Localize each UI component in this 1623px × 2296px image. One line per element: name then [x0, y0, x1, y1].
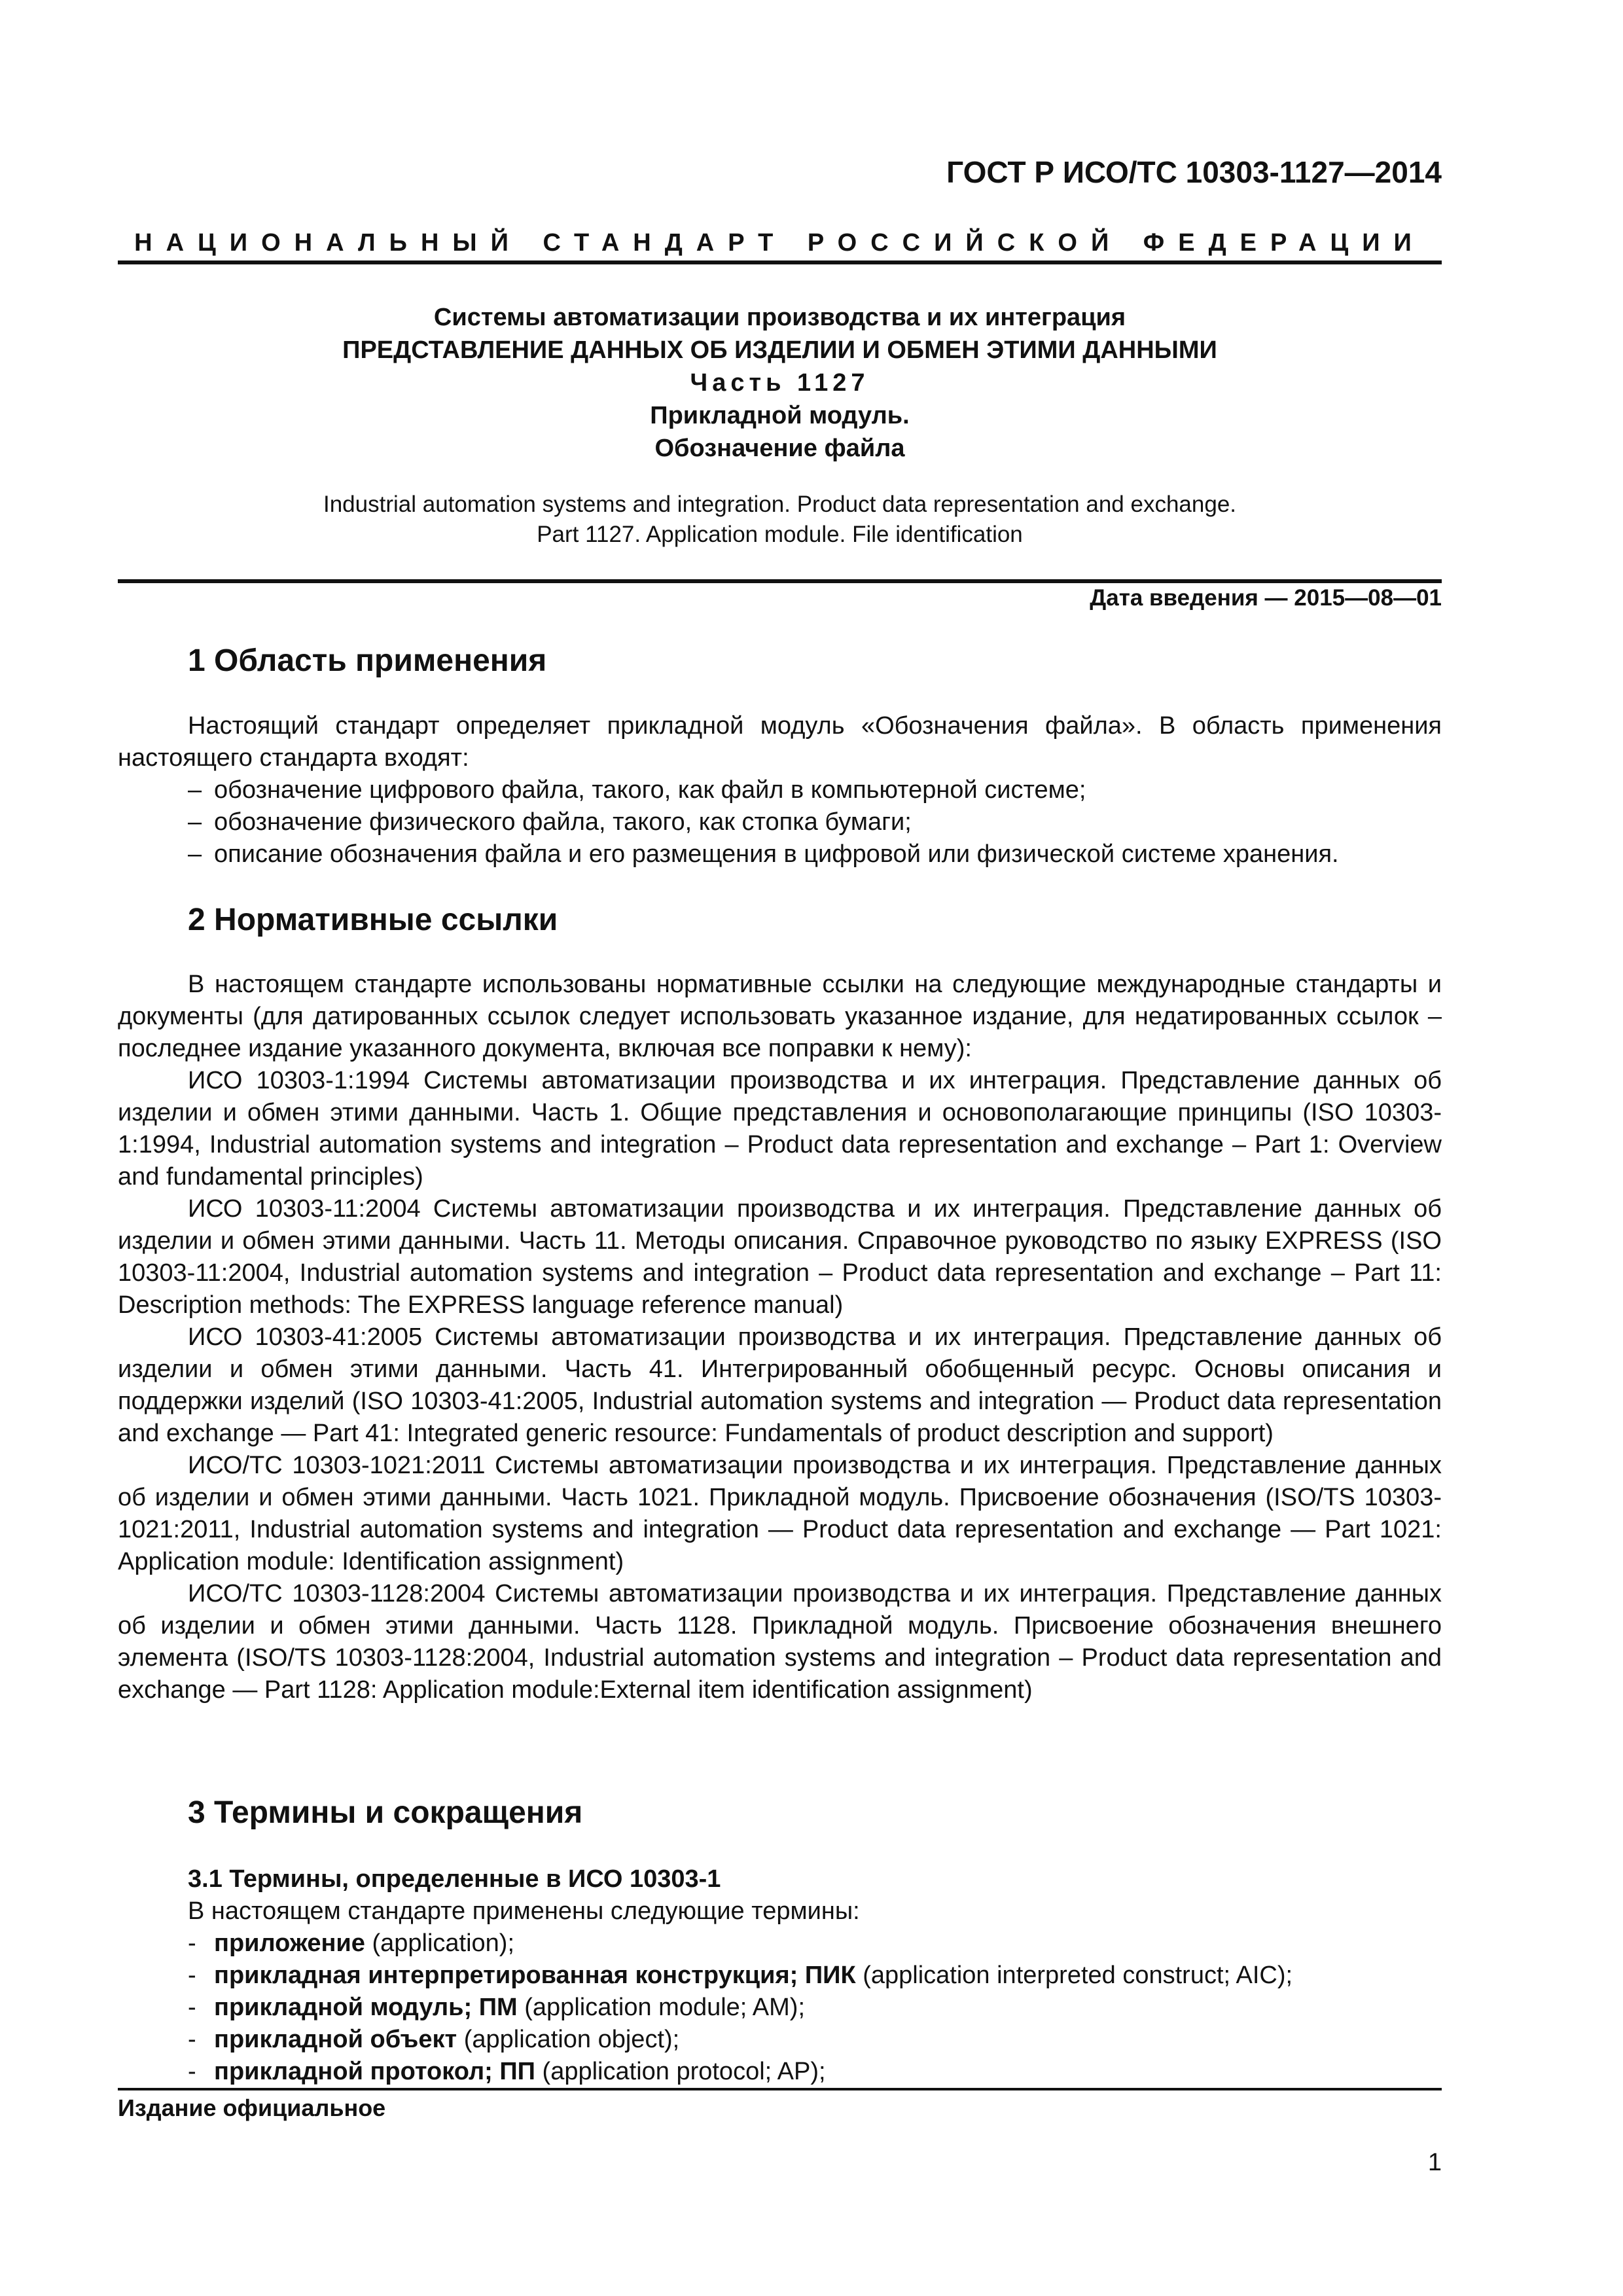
reference-item: ИСО/ТС 10303-1021:2011 Системы автоматизации производства и их интеграция. Представление данных об изделии и обмен этими данными. Часть 1021. Прикладной модуль. Присвоение обозначения (ISO/TS 10303-1021:2011, Industrial automation systems and integration — Product data representation and exchange — Part 1021: Application module: Identification assignment) — [118, 1452, 1442, 1575]
term-item — [118, 2024, 1442, 2056]
term-name: прикладной протокол; ПП — [214, 2058, 535, 2085]
english-title-line-1: Industrial automation systems and integration. Product data representation and exchange. — [323, 492, 1237, 517]
term-name: прикладной модуль; ПМ — [214, 1994, 518, 2021]
section-3-body — [118, 1863, 1442, 2088]
national-standard-banner: НАЦИОНАЛЬНЫЙ СТАНДАРТ РОССИЙСКОЙ ФЕДЕРАЦИИ — [134, 229, 1425, 257]
footer-divider — [118, 2088, 1442, 2090]
hyphen-marker: - — [188, 1994, 196, 2021]
introduction-date: Дата введения — 2015—08—01 — [1090, 585, 1442, 611]
list-item: – обозначение физического файла, такого, как стопка бумаги; — [118, 806, 1442, 838]
list-item: – обозначение цифрового файла, такого, как файл в компьютерной системе; — [118, 774, 1442, 806]
term-definition: (application interpreted construct; AIC); — [855, 1962, 1293, 1989]
term-definition: (application); — [365, 1929, 515, 1957]
dash-marker: – — [188, 808, 202, 836]
english-title — [118, 490, 1442, 550]
english-title-line-2: Part 1127. Application module. File identification — [537, 522, 1023, 547]
term-name: прикладной объект — [214, 2026, 457, 2053]
title-block — [118, 301, 1442, 465]
section-2-heading: 2 Нормативные ссылки — [188, 903, 558, 937]
section-1-heading: 1 Область применения — [188, 643, 547, 678]
term-name: приложение — [214, 1929, 365, 1957]
hyphen-marker: - — [188, 2026, 196, 2053]
hyphen-marker: - — [188, 1929, 196, 1957]
reference-item: ИСО/ТС 10303-1128:2004 Системы автоматизации производства и их интеграция. Представление данных об изделии и обмен этими данными. Часть 1128. Прикладной модуль. Присвоение обозначения внешнего элемента (ISO/TS 10303-1128:2004, Industrial automation systems and integration – Product data representation and exchange — Part 1128: Application module:External item identification assignment) — [118, 1580, 1442, 1704]
section-2-intro: В настоящем стандарте использованы нормативные ссылки на следующие международные стандарты и документы (для датированных ссылок следует использовать указанное издание, для недатированных ссылок – последнее издание указанного документа, включая все поправки к нему): — [118, 971, 1442, 1062]
term-definition: (application module; AM); — [517, 1994, 806, 2021]
hyphen-marker: - — [188, 1962, 196, 1989]
list-item: – описание обозначения файла и его размещения в цифровой или физической системе хранения. — [118, 838, 1442, 870]
title-line-2: ПРЕДСТАВЛЕНИЕ ДАННЫХ ОБ ИЗДЕЛИИ И ОБМЕН ЭТИМИ ДАННЫМИ — [342, 336, 1217, 364]
dash-marker: – — [188, 776, 202, 804]
official-edition-label: Издание официальное — [118, 2094, 386, 2121]
section-3-heading: 3 Термины и сокращения — [188, 1795, 583, 1830]
title-line-4: Прикладной модуль. — [650, 402, 910, 429]
term-item — [118, 1960, 1442, 1992]
document-code: ГОСТ Р ИСО/ТС 10303-1127—2014 — [946, 155, 1442, 189]
title-line-5: Обозначение файла — [654, 435, 905, 462]
reference-item: ИСО 10303-41:2005 Системы автоматизации производства и их интеграция. Представление данных об изделии и обмен этими данными. Часть 41. Интегрированный обобщенный ресурс. Основы описания и поддержки изделий (ISO 10303-41:2005, Industrial automation systems and integration — Product data representation and exchange — Part 41: Integrated generic resource: Fundamentals of product description and support) — [118, 1323, 1442, 1447]
title-part-number: Часть 1127 — [690, 369, 870, 397]
section-2-body — [118, 969, 1442, 1706]
section-3-intro: В настоящем стандарте применены следующие термины: — [188, 1897, 860, 1925]
section-1-body — [118, 710, 1442, 870]
reference-item: ИСО 10303-11:2004 Системы автоматизации производства и их интеграция. Представление данных об изделии и обмен этими данными. Часть 11. Методы описания. Справочное руководство по языку EXPRESS (ISO 10303-11:2004, Industrial automation systems and integration – Product data representation and exchange – Part 11: Description methods: The EXPRESS language reference manual) — [118, 1195, 1442, 1319]
dash-marker: – — [188, 840, 202, 868]
term-definition: (application object); — [457, 2026, 680, 2053]
subsection-3-1-heading: 3.1 Термины, определенные в ИСО 10303-1 — [188, 1865, 721, 1893]
title-divider — [118, 579, 1442, 583]
title-line-1: Системы автоматизации производства и их интеграция — [433, 304, 1126, 331]
page-number: 1 — [1427, 2149, 1442, 2176]
header-divider — [118, 260, 1442, 264]
section-1-intro: Настоящий стандарт определяет прикладной модуль «Обозначения файла». В область применения настоящего стандарта входят: — [118, 712, 1442, 772]
hyphen-marker: - — [188, 2058, 196, 2085]
term-item — [118, 1928, 1442, 1960]
term-name: прикладная интерпретированная конструкция; ПИК — [214, 1962, 856, 1989]
reference-item: ИСО 10303-1:1994 Системы автоматизации производства и их интеграция. Представление данных об изделии и обмен этими данными. Часть 1. Общие представления и основополагающие принципы (ISO 10303-1:1994, Industrial automation systems and integration – Product data representation and exchange – Part 1: Overview and fundamental principles) — [118, 1067, 1442, 1191]
term-item — [118, 1992, 1442, 2024]
term-item — [118, 2056, 1442, 2088]
term-definition: (application protocol; AP); — [535, 2058, 826, 2085]
